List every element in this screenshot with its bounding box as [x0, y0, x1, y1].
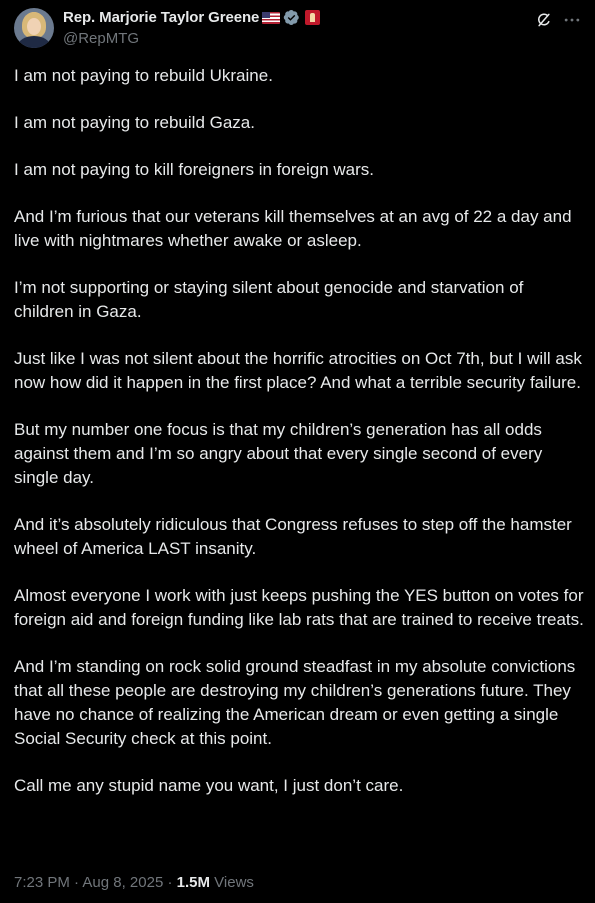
tweet-paragraph: I am not paying to rebuild Gaza. — [14, 113, 255, 132]
tweet-paragraph: And I’m furious that our veterans kill themselves at an avg of 22 a day and live with nightmares whether awake or asleep. — [14, 207, 572, 250]
author-handle[interactable]: @RepMTG — [63, 30, 140, 47]
avatar[interactable] — [14, 8, 54, 48]
avatar-face — [27, 18, 41, 35]
tweet-meta — [14, 874, 254, 891]
tweet-paragraph: Just like I was not silent about the horrific atrocities on Oct 7th, but I will ask now how did it happen in the first place? And what a terrible security failure. — [14, 349, 582, 392]
author-name-row — [63, 9, 320, 26]
tweet-paragraph: I am not paying to rebuild Ukraine. — [14, 66, 273, 85]
grok-icon[interactable] — [535, 11, 553, 29]
meta-separator: · — [69, 874, 83, 891]
tweet-paragraph: Almost everyone I work with just keeps pushing the YES button on votes for foreign aid and foreign funding like lab rats that are trained to receive treats. — [14, 586, 584, 629]
tweet-paragraph: But my number one focus is that my children’s generation has all odds against them and I’m so angry about that every single second of every single day. — [14, 420, 543, 487]
tweet-date[interactable]: Aug 8, 2025 — [82, 874, 164, 891]
tweet-paragraph: I am not paying to kill foreigners in foreign wars. — [14, 160, 375, 179]
tweet-paragraph: And it’s absolutely ridiculous that Congress refuses to step off the hamster wheel of America LAST insanity. — [14, 515, 572, 558]
more-icon[interactable] — [562, 10, 582, 30]
avatar-body — [18, 36, 50, 48]
tweet-time[interactable]: 7:23 PM — [14, 874, 70, 891]
views-label: Views — [210, 874, 254, 891]
tweet-paragraph: Call me any stupid name you want, I just don’t care. — [14, 776, 404, 795]
tweet-paragraph: I’m not supporting or staying silent about genocide and starvation of children in Gaza. — [14, 278, 524, 321]
tweet-paragraph: And I’m standing on rock solid ground steadfast in my absolute convictions that all these people are destroying my children’s generations future. They have no chance of realizing the American dream or even getting a single Social Security check at this point. — [14, 657, 576, 748]
author-display-name[interactable]: Rep. Marjorie Taylor Greene — [63, 9, 260, 26]
tweet-header — [14, 8, 584, 50]
affiliate-icon[interactable] — [305, 10, 320, 25]
meta-separator: · — [163, 874, 177, 891]
tweet-text — [14, 64, 584, 821]
us-flag-icon — [262, 12, 280, 24]
views-count: 1.5M — [176, 874, 210, 891]
verified-icon[interactable] — [283, 9, 300, 26]
